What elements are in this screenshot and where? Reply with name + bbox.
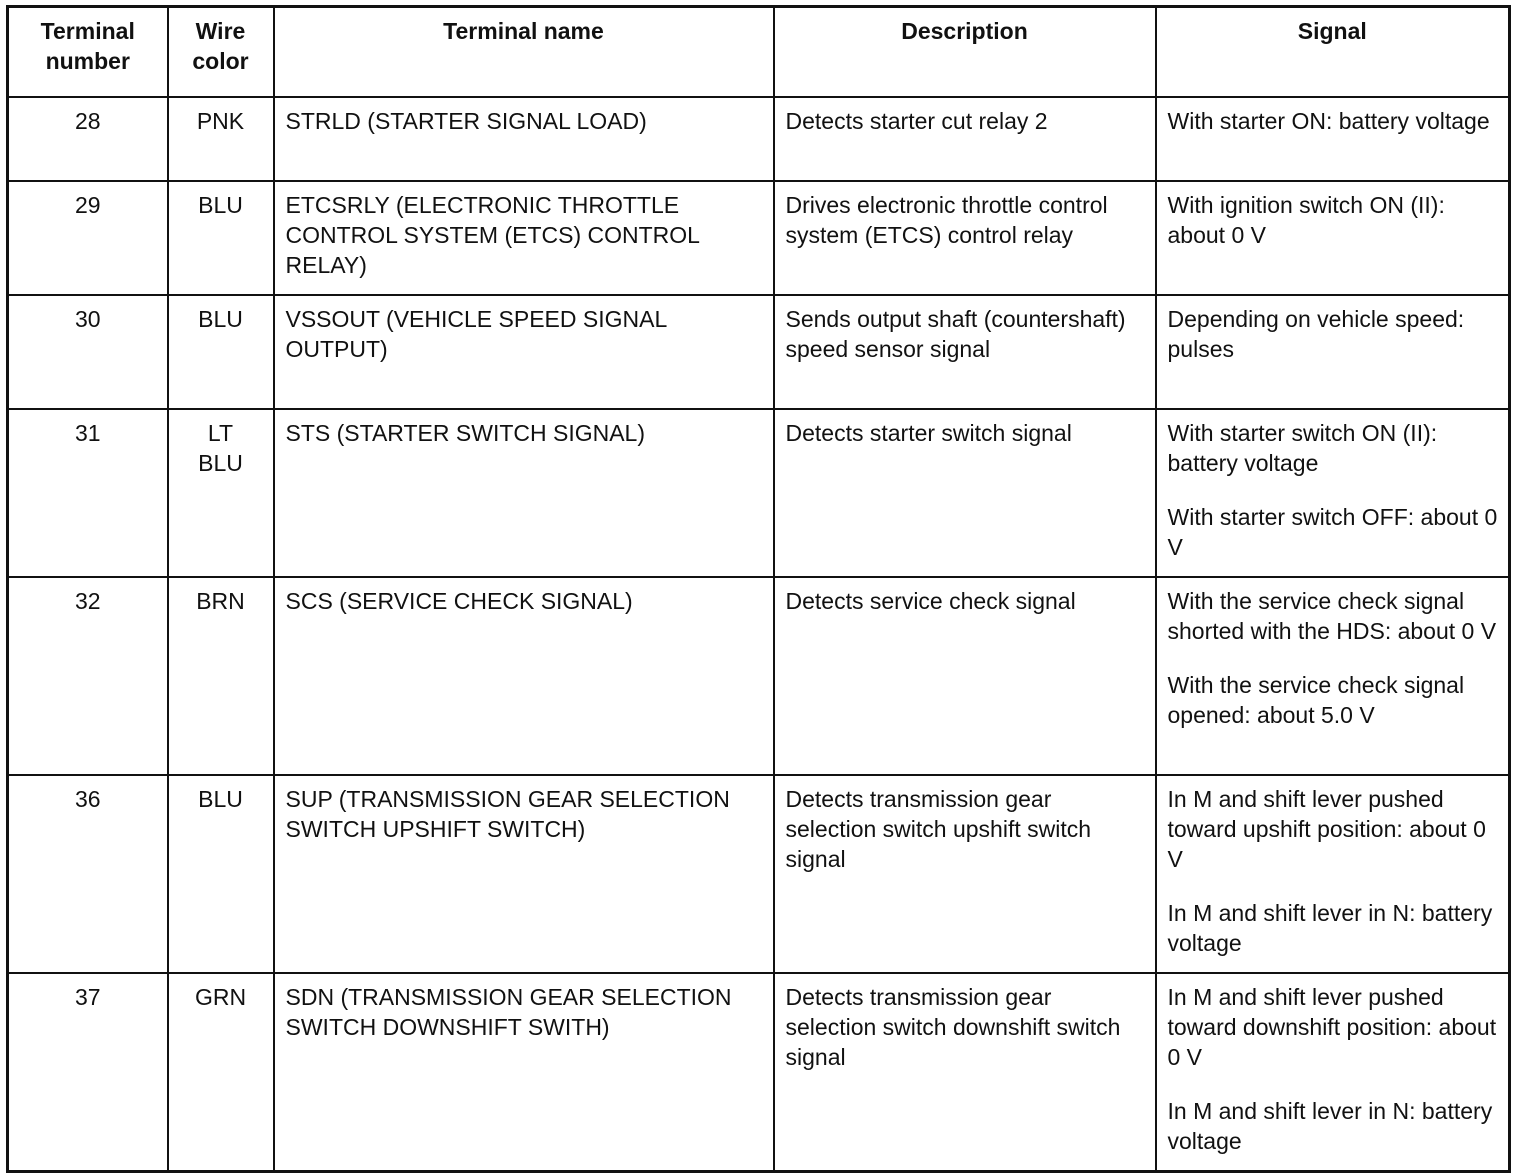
wire-color-cell bbox=[168, 97, 274, 181]
table-row bbox=[8, 775, 1510, 973]
table-row bbox=[8, 181, 1510, 295]
signal-text: In M and shift lever pushed toward upshift position: about 0 V bbox=[1167, 786, 1486, 872]
terminal-number-cell: 30 bbox=[8, 295, 168, 409]
table-row bbox=[8, 409, 1510, 577]
wire-color-cell bbox=[168, 295, 274, 409]
signal-text: Depending on vehicle speed: pulses bbox=[1167, 306, 1465, 362]
description-cell: Detects starter switch signal bbox=[774, 409, 1156, 577]
signal-text: With the service check signal opened: about 5.0 V bbox=[1167, 672, 1465, 728]
signal-cell bbox=[1156, 97, 1510, 181]
header-description: Description bbox=[774, 7, 1156, 98]
header-terminal-number bbox=[8, 7, 168, 98]
wire-color-cell bbox=[168, 775, 274, 973]
wire-color-text: GRN bbox=[194, 984, 247, 1010]
header-wire-color-line1: Wire bbox=[195, 18, 246, 44]
terminal-table-container bbox=[6, 5, 1508, 1173]
signal-text: In M and shift lever in N: battery voltage bbox=[1167, 900, 1493, 956]
table-row bbox=[8, 97, 1510, 181]
terminal-number-cell: 32 bbox=[8, 577, 168, 775]
header-wire-color-line2: color bbox=[192, 48, 249, 74]
description-cell: Drives electronic throttle control system (ETCS) control relay bbox=[774, 181, 1156, 295]
header-signal: Signal bbox=[1156, 7, 1510, 98]
signal-text: With the service check signal shorted with the HDS: about 0 V bbox=[1167, 588, 1497, 644]
wire-color-text: LT BLU bbox=[198, 420, 243, 476]
header-wire-color bbox=[168, 7, 274, 98]
terminal-number-cell: 37 bbox=[8, 973, 168, 1171]
terminal-number-cell: 31 bbox=[8, 409, 168, 577]
terminal-name-cell: STS (STARTER SWITCH SIGNAL) bbox=[274, 409, 774, 577]
terminal-name-cell: VSSOUT (VEHICLE SPEED SIGNAL OUTPUT) bbox=[274, 295, 774, 409]
terminal-number-cell: 28 bbox=[8, 97, 168, 181]
description-cell: Detects transmission gear selection switch upshift switch signal bbox=[774, 775, 1156, 973]
wire-color-text: BRN bbox=[196, 588, 245, 614]
wire-color-text: BLU bbox=[198, 192, 243, 218]
wire-color-cell bbox=[168, 973, 274, 1171]
wire-color-text: BLU bbox=[198, 786, 243, 812]
terminal-name-cell: STRLD (STARTER SIGNAL LOAD) bbox=[274, 97, 774, 181]
table-row bbox=[8, 973, 1510, 1171]
header-row bbox=[8, 7, 1510, 98]
terminal-name-cell: SCS (SERVICE CHECK SIGNAL) bbox=[274, 577, 774, 775]
terminal-name-cell: SDN (TRANSMISSION GEAR SELECTION SWITCH DOWNSHIFT SWITH) bbox=[274, 973, 774, 1171]
signal-cell bbox=[1156, 181, 1510, 295]
terminal-name-cell: SUP (TRANSMISSION GEAR SELECTION SWITCH UPSHIFT SWITCH) bbox=[274, 775, 774, 973]
header-terminal-name: Terminal name bbox=[274, 7, 774, 98]
signal-cell bbox=[1156, 973, 1510, 1171]
signal-text: With starter switch OFF: about 0 V bbox=[1167, 504, 1498, 560]
signal-text: In M and shift lever in N: battery voltage bbox=[1167, 1098, 1493, 1154]
wire-color-text: PNK bbox=[196, 108, 245, 134]
description-cell: Detects starter cut relay 2 bbox=[774, 97, 1156, 181]
wire-color-text: BLU bbox=[198, 306, 243, 332]
table-body bbox=[8, 97, 1510, 1171]
table-row bbox=[8, 295, 1510, 409]
description-cell: Detects service check signal bbox=[774, 577, 1156, 775]
signal-cell bbox=[1156, 409, 1510, 577]
signal-text: With starter switch ON (II): battery voltage bbox=[1167, 420, 1438, 476]
terminal-number-cell: 29 bbox=[8, 181, 168, 295]
terminal-table bbox=[6, 5, 1511, 1173]
signal-text: With starter ON: battery voltage bbox=[1167, 108, 1490, 134]
description-cell: Sends output shaft (countershaft) speed sensor signal bbox=[774, 295, 1156, 409]
terminal-number-cell: 36 bbox=[8, 775, 168, 973]
table-row bbox=[8, 577, 1510, 775]
terminal-name-cell: ETCSRLY (ELECTRONIC THROTTLE CONTROL SYSTEM (ETCS) CONTROL RELAY) bbox=[274, 181, 774, 295]
header-terminal-number-line2: number bbox=[45, 48, 130, 74]
wire-color-cell bbox=[168, 409, 274, 577]
wire-color-cell bbox=[168, 577, 274, 775]
wire-color-cell bbox=[168, 181, 274, 295]
signal-cell bbox=[1156, 577, 1510, 775]
header-terminal-number-line1: Terminal bbox=[40, 18, 135, 44]
description-cell: Detects transmission gear selection switch downshift switch signal bbox=[774, 973, 1156, 1171]
signal-text: In M and shift lever pushed toward downshift position: about 0 V bbox=[1167, 984, 1497, 1070]
signal-cell bbox=[1156, 295, 1510, 409]
signal-cell bbox=[1156, 775, 1510, 973]
signal-text: With ignition switch ON (II): about 0 V bbox=[1167, 192, 1445, 248]
